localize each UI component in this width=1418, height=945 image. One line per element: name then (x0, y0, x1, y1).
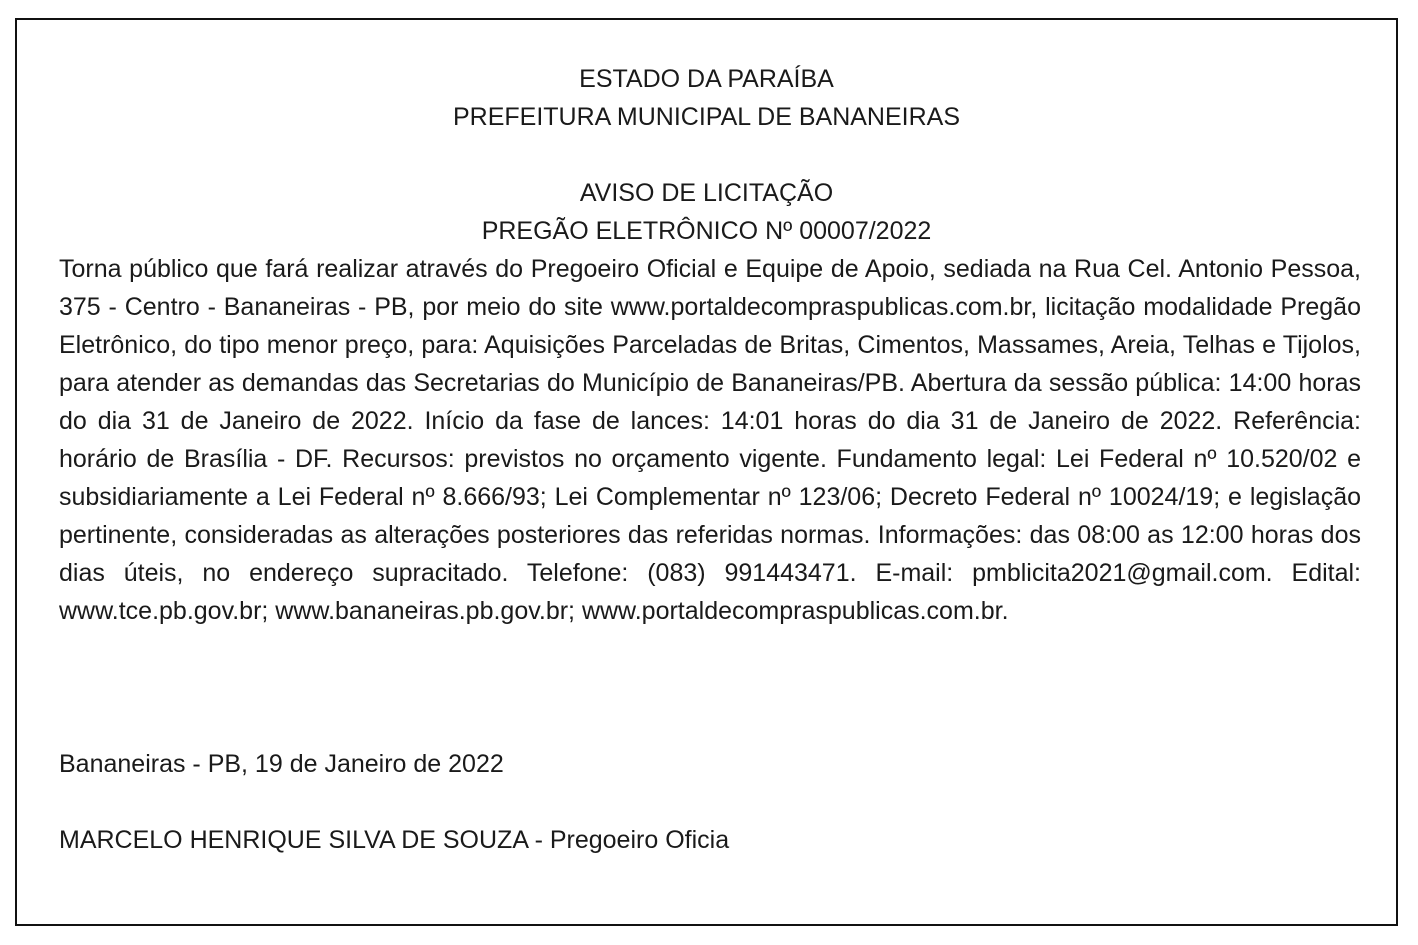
process-number: PREGÃO ELETRÔNICO Nº 00007/2022 (481, 217, 932, 245)
signature-line: MARCELO HENRIQUE SILVA DE SOUZA - Pregoeiro Oficia (59, 826, 730, 854)
notice-title: AVISO DE LICITAÇÃO (579, 179, 834, 207)
place-date: Bananeiras - PB, 19 de Janeiro de 2022 (59, 750, 504, 778)
state-name: ESTADO DA PARAÍBA (579, 65, 834, 93)
city-hall-name: PREFEITURA MUNICIPAL DE BANANEIRAS (452, 103, 961, 131)
header-spacer (17, 136, 1396, 174)
notice-body: Torna público que fará realizar através do Pregoeiro Oficial e Equipe de Apoio, sediada na Rua Cel. Antonio Pessoa, 375 - Centro - Bananeiras - PB, por meio do site www.portaldecompraspublicas.com.br, licitação modalidade Pregão Eletrônico, do tipo menor preço, para: Aquisições Parceladas de Britas, Cimentos, Massames, Areia, Telhas e Tijolos, para atender as demandas das Secretarias do Município de Bananeiras/PB. Abertura da sessão pública: 14:00 horas do dia 31 de Janeiro de 2022. Início da fase de lances: 14:01 horas do dia 31 de Janeiro de 2022. Referência: horário de Brasília - DF. Recursos: previstos no orçamento vigente. Fundamento legal: Lei Federal nº 10.520/02 e subsidiariamente a Lei Federal nº 8.666/93; Lei Complementar nº 123/06; Decreto Federal nº 10024/19; e legislação pertinente, consideradas as alterações posteriores das referidas normas. Informações: das 08:00 as 12:00 horas dos dias úteis, no endereço supracitado. Telefone: (083) 991443471. E-mail: pmblicita2021@gmail.com. Edital: www.tce.pb.gov.br; www.bananeiras.pb.gov.br; www.portaldecompraspublicas.com.br. (59, 255, 1361, 625)
notice-header (17, 60, 1396, 250)
notice-frame (15, 18, 1398, 926)
